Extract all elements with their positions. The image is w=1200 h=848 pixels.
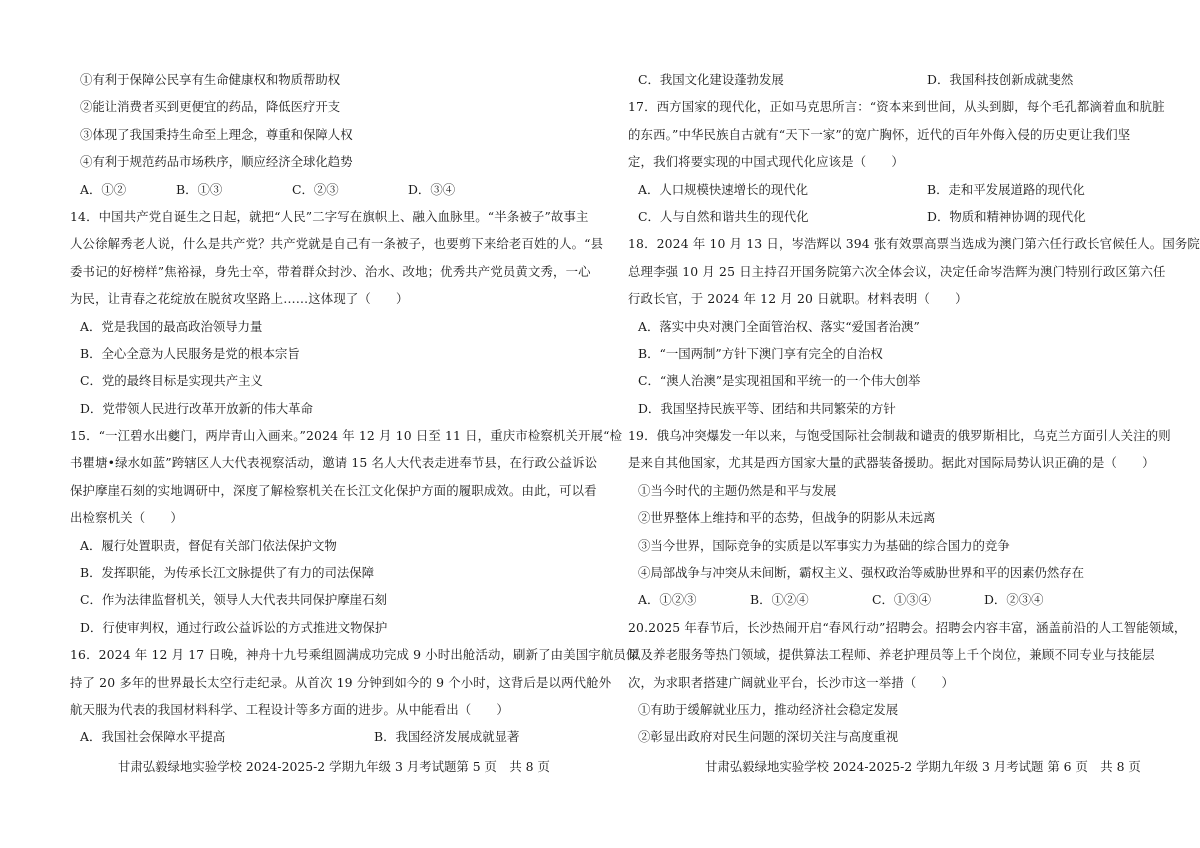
q17-stem-line-2: 的东西。”中华民族自古就有“天下一家”的宽广胸怀，近代的百年外侮入侵的历史更让我们坚 [628, 126, 1131, 142]
q15-option-c: C．作为法律监督机关，领导人大代表共同保护摩崖石刻 [80, 592, 387, 608]
q18-option-a: A．落实中央对澳门全面管治权、落实“爱国者治澳” [638, 318, 920, 334]
q16-stem-line-2: 持了 20 多年的世界最长太空行走纪录。从首次 19 分钟到如今的 9 个小时，这背后是以两代舱外 [70, 674, 612, 690]
q19-item-1: ①当今时代的主题仍然是和平与发展 [638, 482, 837, 498]
q17-options-row-1 [628, 176, 1104, 203]
q16-option-c: C．我国文化建设蓬勃发展 [638, 72, 784, 87]
q18-stem-line-1: 18．2024 年 10 月 13 日，岑浩辉以 394 张有效票高票当选成为澳门第六任行政长官候任人。国务院 [628, 236, 1200, 252]
q17-option-d: D．物质和精神协调的现代化 [927, 208, 1086, 224]
q18-option-c: C．“澳人治澳”是实现祖国和平统一的一个伟大创举 [638, 373, 921, 389]
q15-stem-line-4: 出检察机关（ ） [70, 510, 183, 526]
q19-item-2: ②世界整体上维持和平的态势，但战争的阴影从未远离 [638, 510, 936, 526]
q16-stem-line-1: 16．2024 年 12 月 17 日晚，神舟十九号乘组圆满成功完成 9 小时出舱活动，刷新了由美国宇航员保 [70, 647, 639, 663]
q14-option-a: A．党是我国的最高政治领导力量 [80, 318, 263, 334]
q16-options [70, 723, 598, 750]
q19-stem-line-1: 19．俄乌冲突爆发一年以来，与饱受国际社会制裁和谴责的俄罗斯相比，乌克兰方面引人关注的则 [628, 428, 1171, 444]
q17-option-b: B．走和平发展道路的现代化 [927, 181, 1085, 197]
q16-options-cont [628, 66, 1104, 93]
q19-option-b: B．①②④ [750, 592, 809, 608]
q15-option-b: B．发挥职能，为传承长江文脉提供了有力的司法保障 [80, 565, 375, 581]
q17-stem-line-1: 17．西方国家的现代化，正如马克思所言：“资本来到世间，从头到脚，每个毛孔都滴着血和肮脏 [628, 99, 1165, 115]
q15-stem-line-3: 保护摩崖石刻的实地调研中，深度了解检察机关在长江文化保护方面的履职成效。由此，可以看 [70, 482, 597, 498]
q20-item-2: ②彰显出政府对民生问题的深切关注与高度重视 [638, 729, 899, 745]
q18-stem-line-2: 总理李强 10 月 25 日主持召开国务院第六次全体会议，决定任命岑浩辉为澳门特别行政区第六任 [628, 263, 1166, 279]
q13-item-1: ①有利于保障公民享有生命健康权和物质帮助权 [80, 72, 341, 87]
q14-stem-line-2: 人公徐解秀老人说，什么是共产党？共产党就是自己有一条被子，也要剪下来给老百姓的人。“县 [70, 236, 604, 252]
q13-item-2: ②能让消费者买到更便宜的药品，降低医疗开支 [80, 99, 341, 115]
q19-option-d: D．②③④ [984, 592, 1044, 608]
q13-option-c: C．②③ [292, 181, 339, 197]
q17-options-row-2 [628, 203, 1104, 230]
q16-stem-line-3: 航天服为代表的我国材料科学、工程设计等多方面的进步。从中能看出（ ） [70, 701, 509, 717]
q14-option-c: C．党的最终目标是实现共产主义 [80, 373, 263, 389]
q18-option-b: B．“一国两制”方针下澳门享有完全的自治权 [638, 345, 883, 361]
q20-stem-line-3: 次，为求职者搭建广阔就业平台，长沙市这一举措（ ） [628, 674, 955, 690]
q18-option-d: D．我国坚持民族平等、团结和共同繁荣的方针 [638, 400, 896, 416]
q17-option-c: C．人与自然和谐共生的现代化 [638, 208, 809, 224]
q14-stem-line-1: 14．中国共产党自诞生之日起，就把“人民”二字写在旗帜上、融入血脉里。“半条被子”故事主 [70, 208, 589, 224]
page-5-column [70, 66, 639, 751]
q13-option-b: B．①③ [176, 181, 223, 197]
q14-option-b: B．全心全意为人民服务是党的根本宗旨 [80, 345, 300, 361]
q19-item-4: ④局部战争与冲突从未间断，霸权主义、强权政治等威胁世界和平的因素仍然存在 [638, 565, 1085, 581]
page-5-footer: 甘肃弘毅绿地实验学校 2024-2025-2 学期九年级 3 月考试题第 5 页 共 8 页 [118, 759, 550, 774]
q16-option-b: B．我国经济发展成就显著 [374, 729, 520, 745]
q19-options [628, 586, 1104, 613]
q19-item-3: ③当今世界，国际竞争的实质是以军事实力为基础的综合国力的竞争 [638, 537, 1010, 553]
q15-stem-line-2: 书瞿塘•绿水如蓝”跨辖区人大代表视察活动，邀请 15 名人大代表走进奉节县，在行政公益诉讼 [70, 455, 598, 471]
q15-stem-line-1: 15．“一江碧水出夔门，两岸青山入画来。”2024 年 12 月 10 日至 11 日，重庆市检察机关开展“检 [70, 428, 623, 444]
q14-option-d: D．党带领人民进行改革开放新的伟大革命 [80, 400, 313, 416]
q13-options [70, 176, 598, 203]
q20-stem-line-2: 以及养老服务等热门领域，提供算法工程师、养老护理员等上千个岗位，兼顾不同专业与技能层 [628, 647, 1155, 663]
q18-stem-line-3: 行政长官，于 2024 年 12 月 20 日就职。材料表明（ ） [628, 291, 968, 307]
q20-stem-line-1: 20.2025 年春节后，长沙热闹开启“春风行动”招聘会。招聘会内容丰富，涵盖前沿的人工智能领域， [628, 619, 1187, 635]
q13-item-4: ④有利于规范药品市场秩序，顺应经济全球化趋势 [80, 154, 353, 170]
q14-stem-line-4: 为民，让青春之花绽放在脱贫攻坚路上……这体现了（ ） [70, 291, 409, 307]
q19-option-c: C．①③④ [872, 592, 932, 608]
q13-option-a: A．①② [80, 181, 127, 197]
page-6-footer: 甘肃弘毅绿地实验学校 2024-2025-2 学期九年级 3 月考试题 第 6 页 共 8 页 [705, 759, 1141, 774]
q15-option-a: A．履行处置职责，督促有关部门依法保护文物 [80, 537, 337, 553]
q17-option-a: A．人口规模快速增长的现代化 [638, 181, 809, 197]
q16-option-a: A．我国社会保障水平提高 [80, 729, 226, 745]
q20-item-1: ①有助于缓解就业压力，推动经济社会稳定发展 [638, 701, 899, 717]
q15-option-d: D．行使审判权，通过行政公益诉讼的方式推进文物保护 [80, 619, 388, 635]
page-6-column [628, 66, 1200, 751]
q19-stem-line-2: 是来自其他国家，尤其是西方国家大量的武器装备援助。据此对国际局势认识正确的是（ ） [628, 455, 1155, 471]
q17-stem-line-3: 定，我们将要实现的中国式现代化应该是（ ） [628, 154, 904, 170]
q13-item-3: ③体现了我国秉持生命至上理念，尊重和保障人权 [80, 126, 353, 142]
q16-option-d: D．我国科技创新成就斐然 [927, 72, 1074, 87]
q13-option-d: D．③④ [408, 181, 456, 197]
q14-stem-line-3: 委书记的好榜样”焦裕禄，身先士卒，带着群众封沙、治水、改地；优秀共产党员黄文秀，一心 [70, 263, 591, 279]
q19-option-a: A．①②③ [638, 592, 697, 608]
